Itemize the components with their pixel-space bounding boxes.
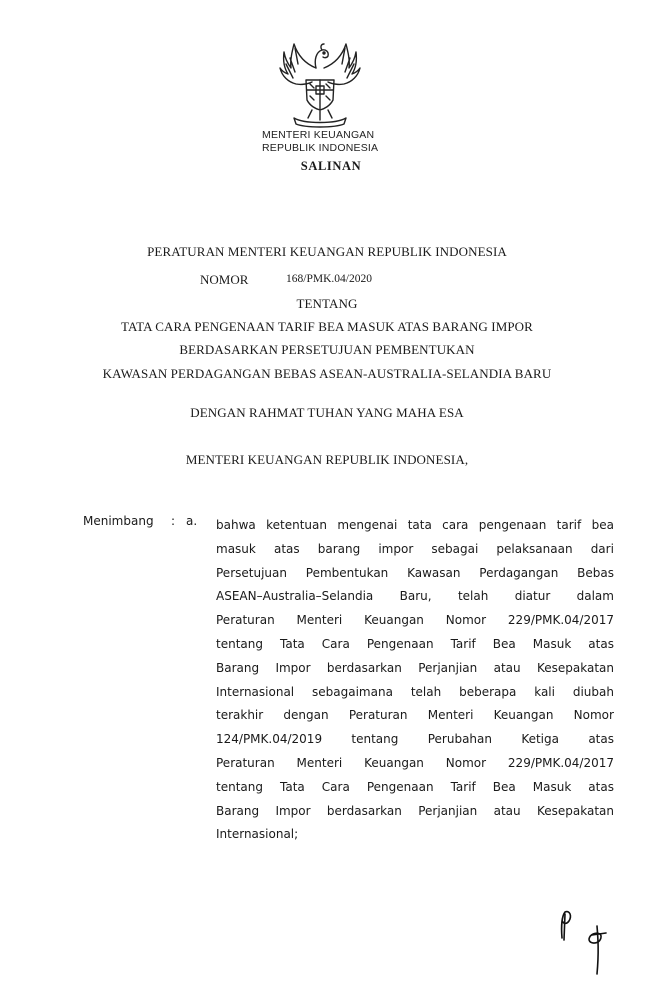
paragraph-line: terakhir dengan Peraturan Menteri Keuangan Nomor	[216, 708, 614, 723]
paragraph-line: tentang Tata Cara Pengenaan Tarif Bea Masuk atas	[216, 636, 614, 651]
tentang-label: TENTANG	[296, 296, 358, 311]
regulation-title: PERATURAN MENTERI KEUANGAN REPUBLIK INDONESIA	[147, 244, 507, 259]
paragraph-line: ASEAN–Australia–Selandia Baru, telah diatur dalam	[216, 589, 614, 604]
ministry-header	[262, 129, 378, 155]
paragraph-line: Barang Impor berdasarkan Perjanjian atau Kesepakatan	[216, 803, 614, 818]
menimbang-label: Menimbang	[83, 514, 154, 528]
item-letter: a.	[186, 514, 198, 528]
menteri-line: MENTERI KEUANGAN REPUBLIK INDONESIA,	[185, 452, 469, 467]
salinan-label: SALINAN	[300, 159, 362, 173]
paragraph-line: tentang Tata Cara Pengenaan Tarif Bea Masuk atas	[216, 779, 614, 794]
paragraph-line: Internasional;	[216, 827, 299, 842]
paragraph-line: Peraturan Menteri Keuangan Nomor 229/PMK.04/2017	[216, 613, 614, 628]
nomor-row	[200, 272, 372, 288]
ministry-line-1: MENTERI KEUANGAN	[262, 129, 375, 141]
paragraph-line: bahwa ketentuan mengenai tata cara pengenaan tarif bea	[216, 518, 614, 532]
subject-line-3: KAWASAN PERDAGANGAN BEBAS ASEAN-AUSTRALIA-SELANDIA BARU	[102, 366, 552, 381]
paragraph-line: Barang Impor berdasarkan Perjanjian atau Kesepakatan	[216, 660, 614, 675]
paragraph-line: 124/PMK.04/2019 tentang Perubahan Ketiga atas	[216, 732, 614, 747]
ministry-line-2: REPUBLIK INDONESIA	[262, 142, 379, 154]
rahmat-line: DENGAN RAHMAT TUHAN YANG MAHA ESA	[190, 405, 464, 420]
menimbang-colon: :	[171, 514, 176, 528]
nomor-label: NOMOR	[200, 272, 249, 287]
paragraph-line: masuk atas barang impor sebagai pelaksanaan dari	[216, 541, 614, 556]
paragraph-line: Peraturan Menteri Keuangan Nomor 229/PMK.04/2017	[216, 755, 614, 770]
paragraph-line: Internasional sebagaimana telah beberapa kali diubah	[216, 684, 614, 699]
handwritten-initials-icon	[556, 908, 616, 978]
subject-line-1: TATA CARA PENGENAAN TARIF BEA MASUK ATAS BARANG IMPOR	[121, 319, 533, 334]
paragraph-line: Persetujuan Pembentukan Kawasan Perdagangan Bebas	[216, 565, 614, 580]
garuda-emblem-icon	[276, 38, 364, 128]
menimbang-paragraph	[216, 514, 614, 847]
subject-line-2: BERDASARKAN PERSETUJUAN PEMBENTUKAN	[179, 342, 475, 357]
nomor-value: 168/PMK.04/2020	[286, 273, 372, 285]
